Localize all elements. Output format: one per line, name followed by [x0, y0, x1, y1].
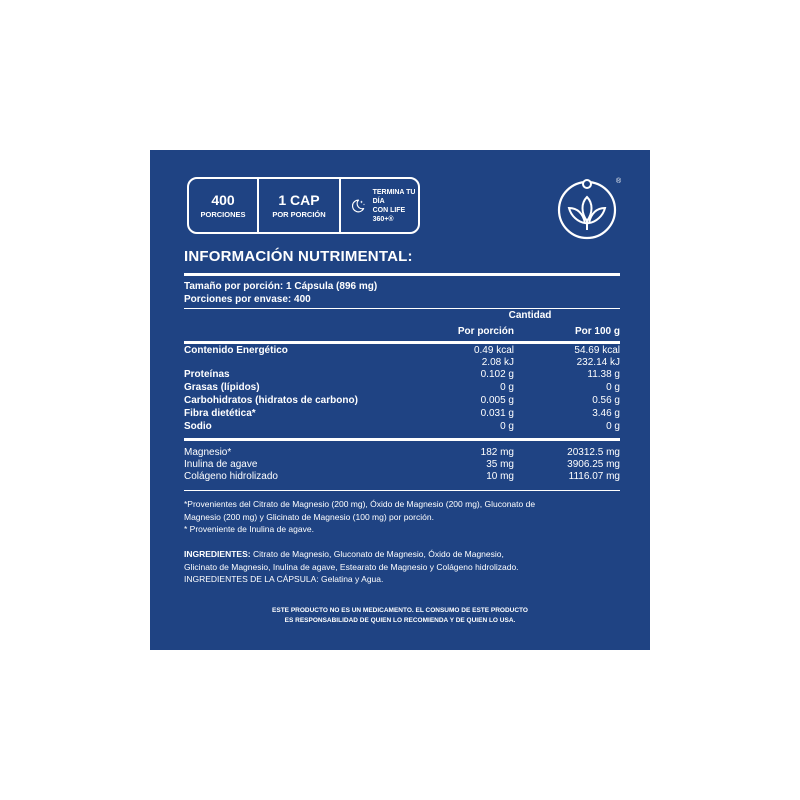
ingredients-text: Citrato de Magnesio, Gluconato de Magnesio, Óxido de Magnesio, — [250, 549, 504, 559]
per-100g-header: Por 100 g — [574, 326, 620, 337]
info-badges — [187, 177, 420, 234]
nutrient-label: Grasas (lípidos) — [184, 382, 260, 393]
capsule-label: POR PORCIÓN — [272, 209, 326, 219]
nutrient-label: Carbohidratos (hidratos de carbono) — [184, 395, 358, 406]
footnote-line: *Provenientes del Citrato de Magnesio (200 mg), Óxido de Magnesio (200 mg), Gluconato de — [184, 499, 536, 509]
ingredient-per-100g: 20312.5 mg — [567, 447, 620, 458]
footnote-fiber: * Proveniente de Inulina de agave. — [184, 524, 314, 534]
registered-mark: ® — [616, 178, 622, 185]
footnote-magnesium — [184, 498, 624, 536]
servings-badge — [189, 179, 257, 232]
nutrient-per-100g: 11.38 g — [587, 369, 620, 380]
disclaimer — [150, 606, 650, 626]
divider — [184, 438, 620, 441]
servings-number: 400 — [211, 191, 235, 208]
night-line-1: TERMINA TU DÍA — [372, 188, 416, 205]
divider — [184, 490, 620, 491]
moon-stars-icon — [349, 195, 367, 217]
energy-kj-100g: 232.14 kJ — [576, 357, 620, 368]
nutrient-label: Sodio — [184, 421, 212, 432]
capsule-number: 1 CAP — [278, 191, 320, 208]
energy-kcal-serving: 0.49 kcal — [473, 345, 514, 356]
disclaimer-line: ESTE PRODUCTO NO ES UN MEDICAMENTO. EL CONSUMO DE ESTE PRODUCTO — [272, 607, 528, 614]
serving-size: Tamaño por porción: 1 Cápsula (896 mg) — [184, 281, 378, 292]
ingredient-serving: 10 mg — [486, 471, 514, 482]
energy-kj-serving: 2.08 kJ — [481, 357, 514, 368]
nutrient-serving: 0.102 g — [480, 369, 514, 380]
divider — [184, 341, 620, 344]
divider — [184, 273, 620, 276]
ingredient-serving: 182 mg — [480, 447, 514, 458]
energy-label: Contenido Energético — [184, 345, 288, 356]
nutrition-label-panel — [150, 150, 650, 650]
nutrient-per-100g: 3.46 g — [592, 408, 620, 419]
nutrient-per-100g: 0 g — [606, 421, 620, 432]
divider — [184, 308, 620, 309]
nutrient-per-100g: 0.56 g — [592, 395, 620, 406]
energy-kcal-100g: 54.69 kcal — [574, 345, 620, 356]
nutrient-serving: 0 g — [500, 382, 514, 393]
ingredient-label: Colágeno hidrolizado — [184, 471, 278, 482]
footnote-line: Magnesio (200 mg) y Glicinato de Magnesio (100 mg) por porción. — [184, 511, 434, 522]
nutrient-serving: 0.005 g — [480, 395, 514, 406]
ingredient-per-100g: 3906.25 mg — [567, 459, 620, 470]
nutrient-label: Fibra dietética* — [184, 408, 256, 419]
ingredient-label: Inulina de agave — [184, 459, 258, 470]
disclaimer-line: ES RESPONSABILIDAD DE QUIEN LO RECOMIENDA Y DE QUIEN LO USA. — [284, 617, 516, 624]
leaf-circle-logo-icon — [556, 175, 622, 241]
capsule-ingredients: INGREDIENTES DE LA CÁPSULA: Gelatina y Agua. — [184, 574, 384, 584]
ingredients-label: INGREDIENTES: — [184, 549, 251, 559]
ingredient-label: Magnesio* — [184, 447, 232, 458]
nutrient-label: Proteínas — [184, 369, 230, 380]
label-title: INFORMACIÓN NUTRIMENTAL: — [184, 248, 413, 265]
ingredient-serving: 35 mg — [486, 459, 514, 470]
night-line-2: CON LIFE 360+® — [372, 206, 406, 223]
servings-label: PORCIONES — [200, 209, 246, 219]
nutrient-per-100g: 0 g — [606, 382, 620, 393]
ingredient-per-100g: 1116.07 mg — [568, 471, 620, 482]
nutrient-serving: 0.031 g — [480, 408, 514, 419]
servings-per-container: Porciones por envase: 400 — [184, 294, 311, 305]
per-serving-header: Por porción — [457, 326, 514, 337]
night-badge — [339, 179, 418, 232]
ingredients-block — [184, 548, 624, 586]
ingredients-text: Glicinato de Magnesio, Inulina de agave, Estearato de Magnesio y Colágeno hidrolizado. — [184, 561, 519, 572]
nutrient-serving: 0 g — [500, 421, 514, 432]
quantity-header: Cantidad — [508, 310, 552, 321]
capsule-badge — [257, 179, 339, 232]
